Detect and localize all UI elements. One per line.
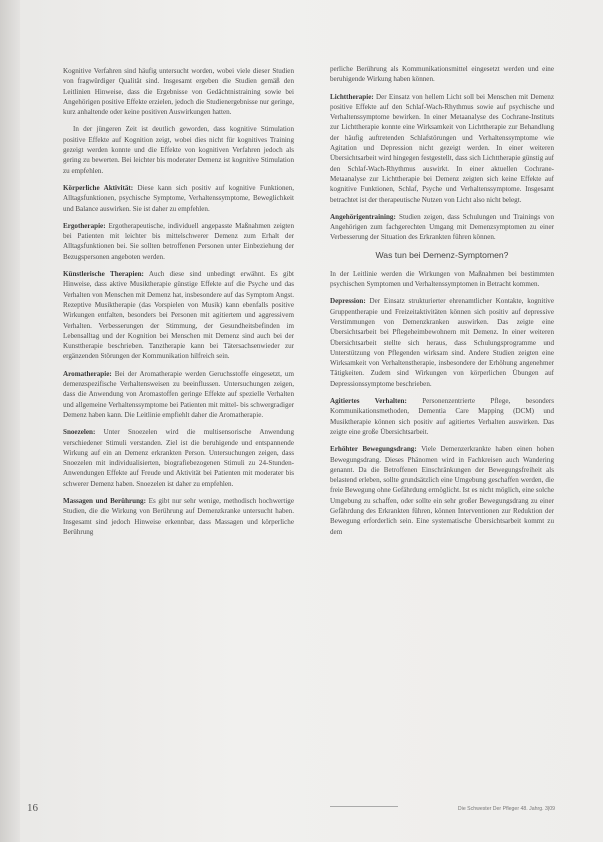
paragraph-heading: Aromatherapie: [63,369,112,378]
paragraph-heading: Depression: [330,297,366,306]
paragraph-text: Studien zeigen, dass Schulungen und Trainings von Angehörigen zum fachgerechten Umgang mit Demenzsymptomen zu einer Verbesserung der Situation des Erkrankten führen können. [330,212,554,242]
paragraph-text: Viele Demenzerkrankte haben einen hohen Bewegungsdrang. Dieses Phänomen wird in Fachkreisen auch Wandering genannt. Da die Betroffenen Einschränkungen der Bewegungsfreiheit als belastend erleben, sollte grundsätzlich eine Umgebung geschaffen werden, die freie Bewegung ohne Gefährdung ermöglicht. Ist es nicht möglich, eine solche Umgebung zu schaffen, oder sollte ein sehr großer Bewegungsdrang zu einer Gefährdung des Erkrankten führen, können Interventionen zur Reduktion der Bewegung erforderlich sein. Eine systematische Übersichtsarbeit kommt zu dem [330,445,555,536]
paragraph-heading: Künstlerische Therapien: [63,270,144,279]
paragraph [63,124,294,175]
footer-text: Die Schwester Der Pfleger 48. Jahrg. 3|09 [457,806,555,812]
paragraph-text: In der jüngeren Zeit ist deutlich geworden, dass kognitive Stimulation positive Effekte auf Kognition zeigt, wobei dies nicht für kognitives Training gezeigt werden konnte und die Effekte von kognitiven Verfahren jedoch als gering zu bewerten. Bei leichter bis moderater Demenz ist kognitive Stimulation zu empfehlen. [63,125,294,175]
paragraph-heading: Körperliche Aktivität: [63,183,134,192]
paragraph-text: In der Leitlinie werden die Wirkungen von Maßnahmen bei bestimmten psychischen Symptomen und Verhaltenssymptomen in Betracht kommen. [330,269,554,289]
paragraph-heading: Angehörigentraining: [330,212,396,221]
paragraph [63,369,294,420]
right-column [330,64,554,544]
paragraph-text: perliche Berührung als Kommunikationsmittel eingesetzt werden und eine beruhigende Wirkung haben können. [330,65,554,84]
paragraph-text: Der Einsatz von hellem Licht soll bei Menschen mit Demenz positive Effekte auf den Schlaf-Wach-Rhythmus sowie auf psychische und Verhaltenssymptome bewirken. In einer Metaanalyse des Cochrane-Instituts zur Lichttherapie konnte eine Wirksamkeit von Lichttherapie zur Behandlung der häufig auftretenden Schlafstörungen und Verhaltenssymptome wie Agitation und Depression nicht gezeigt werden. In einer weiteren Übersichtsarbeit wird hingegen festgestellt, dass sich Lichttherapie günstig auf den Schlaf-Wach-Rhythmus auswirkt. In einer aktuellen Cochrane-Metaanalyse zur Lichttherapie bei Demenz zeigten sich keine Effekte auf kognitive Funktionen, Schlaf, Psyche und Verhaltenssymptome. Insgesamt betrachtet ist der therapeutische Nutzen von Licht also nicht belegt. [330,92,554,204]
paragraph-heading: Erhöhter Bewegungsdrang: [330,445,417,454]
paragraph [330,444,554,537]
paragraph-text: Kognitive Verfahren sind häufig untersucht worden, wobei viele dieser Studien von fragwürdiger Qualität sind. Insgesamt ergeben die Studien gemäß den Leitlinien Hinweise, dass die Ergebnisse von Gedächtnistraining sowie bei Angehörigen positive Effekte erzielen, jedoch die Studienergebnisse nur geringe, kurz anhaltende oder keine positiven Auswirkungen hatten. [63,67,294,117]
paragraph-text: Diese kann sich positiv auf kognitive Funktionen, Alltagsfunktionen, psychische Symptome, Verhaltenssymptome, Beweglichkeit und Balance auswirken. Sie ist daher zu empfehlen. [63,183,294,213]
paragraph-text: Es gibt nur sehr wenige, methodisch hochwertige Studien, die die Wirkung von Berührung auf Demenzkranke untersucht haben. Insgesamt sind jedoch Hinweise erkennbar, dass Massagen und körperliche Berührung [63,496,294,536]
paragraph [330,64,554,85]
paragraph-text: Der Einsatz strukturierter ehrenamtlicher Kontakte, kognitive Gruppentherapie und Freizeitaktivitäten können sich positiv auf depressive Verstimmungen von Demenzkranken auswirken. Das zeigte eine Übersichtsarbeit bei Pflegeheimbewohnern mit Demenz. In einer weiteren Übersichtsarbeit stellte sich heraus, dass Schulungsprogramme und Unterstützung von Pflegenden wirksam sind. Andere Studien zeigten eine Wirksamkeit von Verhaltenstherapie, insbesondere der Erhöhung angenehmer Tätigkeiten. Zudem sind Wirkungen von körperlichen Übungen auf Depressionssymptome beschrieben. [330,297,554,388]
page-gutter [0,0,20,842]
paragraph [330,396,554,437]
paragraph-heading: Massagen und Berührung: [63,496,146,505]
paragraph [63,496,294,537]
paragraph-text: Auch diese sind unbedingt erwähnt. Es gibt Hinweise, dass aktive Musiktherapie günstige Effekte auf die Psyche und das Verhalten von Menschen mit Demenz hat, insbesondere auf das Symptom Angst. Rezeptive Musiktherapie (das Vorspielen von Musik) kann ebenfalls positive Wirkungen entfalten, besonders bei Personen mit agitiertem und aggressivem Verhalten. Verbesserungen der Stimmung, der Gesundheitsbefinden im Lebensalltag und der Kognition bei Menschen mit Demenz sind auch bei der Kunsttherapie beschrieben. Tanztherapie kann bei Tätersachsenwieder zur ergänzenden Störungen der Kommunikation hilfreich sein. [63,270,295,361]
paragraph [330,269,554,290]
paragraph-text: Unter Snoezelen wird die multisensorische Anwendung verschiedener Stimuli verstanden. Ziel ist die beruhigende und entspannende Wirkung auf ein an Demenz erkrankten Person. Untersuchungen zeigen, dass Snoezelen mit individualisierten, biografiebezogenen Stimuli zu 24-Stunden-Anwendungen Effekte auf Freude und Aktivität bei Patienten mit moderater bis schwerer Demenz haben. Snoezelen ist daher zu empfehlen. [63,428,294,488]
paragraph-text: Personenzentrierte Pflege, besonders Kommunikationsmethoden, Dementia Care Mapping (DCM) und Musiktherapie können sich positiv auf agitiertes Verhalten auswirken. Das zeigte eine große Übersichtsarbeit. [330,397,554,436]
footer-rule [330,806,398,807]
paragraph [63,427,294,489]
paragraph-heading: Lichttherapie: [330,92,374,101]
page-number: 16 [27,802,38,814]
paragraph-heading: Agitiertes Verhalten: [330,397,407,406]
paragraph [63,269,294,362]
left-column [63,66,294,544]
paragraph-heading: Ergotherapie: [63,221,106,230]
section-title: Was tun bei Demenz-Symptomen? [375,249,509,260]
paragraph [330,92,554,205]
paragraph [63,221,294,262]
paragraph-text: Ergotherapeutische, individuell angepasste Maßnahmen zeigten bei Patienten mit leichter bis mittelschwerer Demenz zum Erhalt der Alltagsfunktionen bei. Sie sollten betroffenen Personen unter Einbeziehung der Bezugspersonen angeboten werden. [63,221,294,261]
paragraph-heading: Snoezelen: [63,428,96,437]
paragraph [330,296,554,389]
paragraph [63,66,294,117]
paragraph [330,212,554,243]
right-column-top [330,64,554,243]
paragraph [63,183,294,214]
paragraph-text: Bei der Aromatherapie werden Geruchsstoffe eingesetzt, um demenzspezifische Verhaltensweisen zu beeinflussen. Untersuchungen zeigen, dass die Anwendung von Aromastoffen geringe Effekte auf spezielle Verhalten und allgemeine Verhaltenssymptome bei Patienten mit mittel- bis schwergradiger Demenz haben kann. Die Leitlinie empfiehlt daher die Aromatherapie. [63,369,294,419]
right-column-bottom [330,269,554,537]
